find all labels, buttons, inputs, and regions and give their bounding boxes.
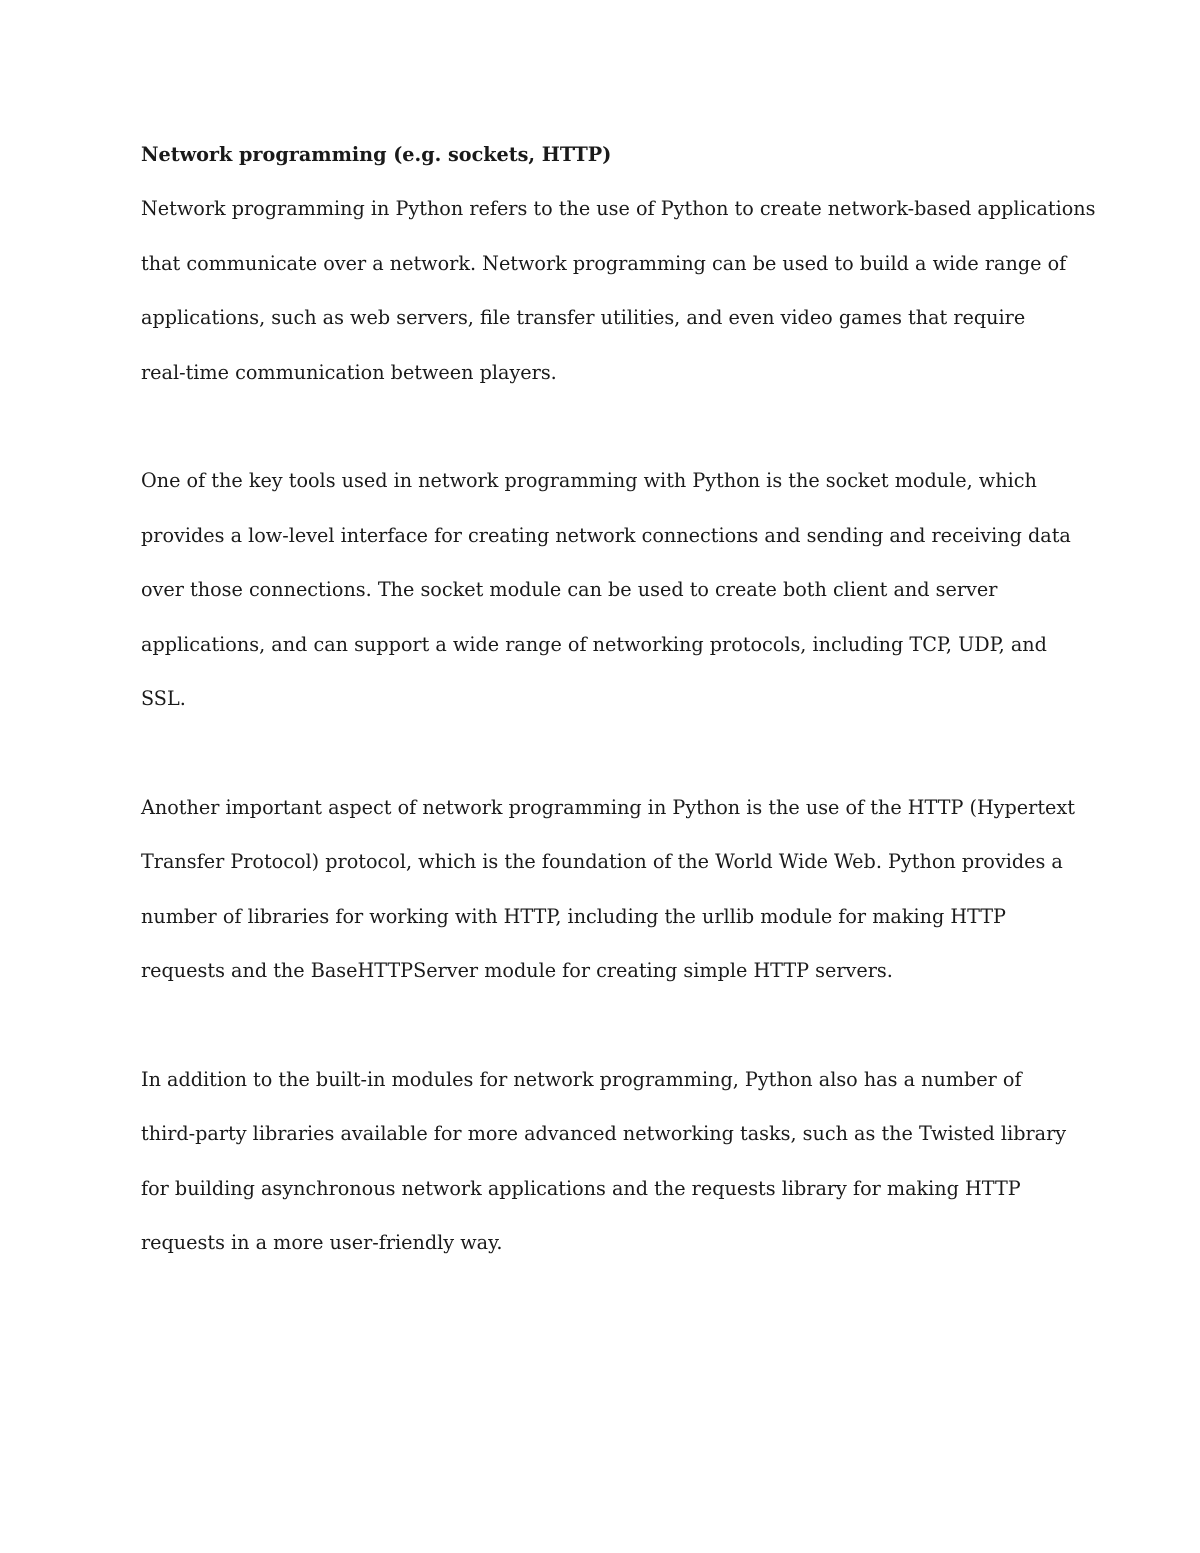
paragraph-2 <box>141 454 1071 726</box>
paragraph-line: Network programming in Python refers to the use of Python to create network-based applications <box>141 197 1096 221</box>
paragraph-line: real-time communication between players. <box>141 360 557 384</box>
paragraph-3 <box>141 781 1075 999</box>
paragraph-line: applications, and can support a wide range of networking protocols, including TCP, UDP, and <box>141 632 1047 656</box>
document-title: Network programming (e.g. sockets, HTTP) <box>141 143 612 166</box>
paragraph-line: that communicate over a network. Network programming can be used to build a wide range of <box>141 251 1067 275</box>
paragraph-line: provides a low-level interface for creating network connections and sending and receiving data <box>141 523 1071 547</box>
paragraph-line: number of libraries for working with HTTP, including the urllib module for making HTTP <box>141 904 1006 928</box>
paragraph-line: Transfer Protocol) protocol, which is the foundation of the World Wide Web. Python provides a <box>141 850 1063 874</box>
paragraph-line: requests in a more user-friendly way. <box>141 1231 503 1255</box>
paragraph-line: applications, such as web servers, file transfer utilities, and even video games that require <box>141 306 1026 330</box>
paragraph-line: In addition to the built-in modules for network programming, Python also has a number of <box>141 1067 1022 1091</box>
paragraph-line: for building asynchronous network applications and the requests library for making HTTP <box>141 1176 1021 1200</box>
paragraph-line: Another important aspect of network programming in Python is the use of the HTTP (Hypertext <box>141 795 1075 819</box>
paragraph-line: SSL. <box>141 687 186 711</box>
paragraph-line: requests and the BaseHTTPServer module for creating simple HTTP servers. <box>141 959 893 983</box>
paragraph-line: One of the key tools used in network programming with Python is the socket module, which <box>141 469 1037 493</box>
document-body <box>141 128 1096 1325</box>
paragraph-1 <box>141 182 1096 400</box>
paragraph-line: over those connections. The socket module can be used to create both client and server <box>141 578 998 602</box>
paragraph-4 <box>141 1053 1071 1271</box>
paragraph-line: third-party libraries available for more advanced networking tasks, such as the Twisted library <box>141 1122 1067 1146</box>
